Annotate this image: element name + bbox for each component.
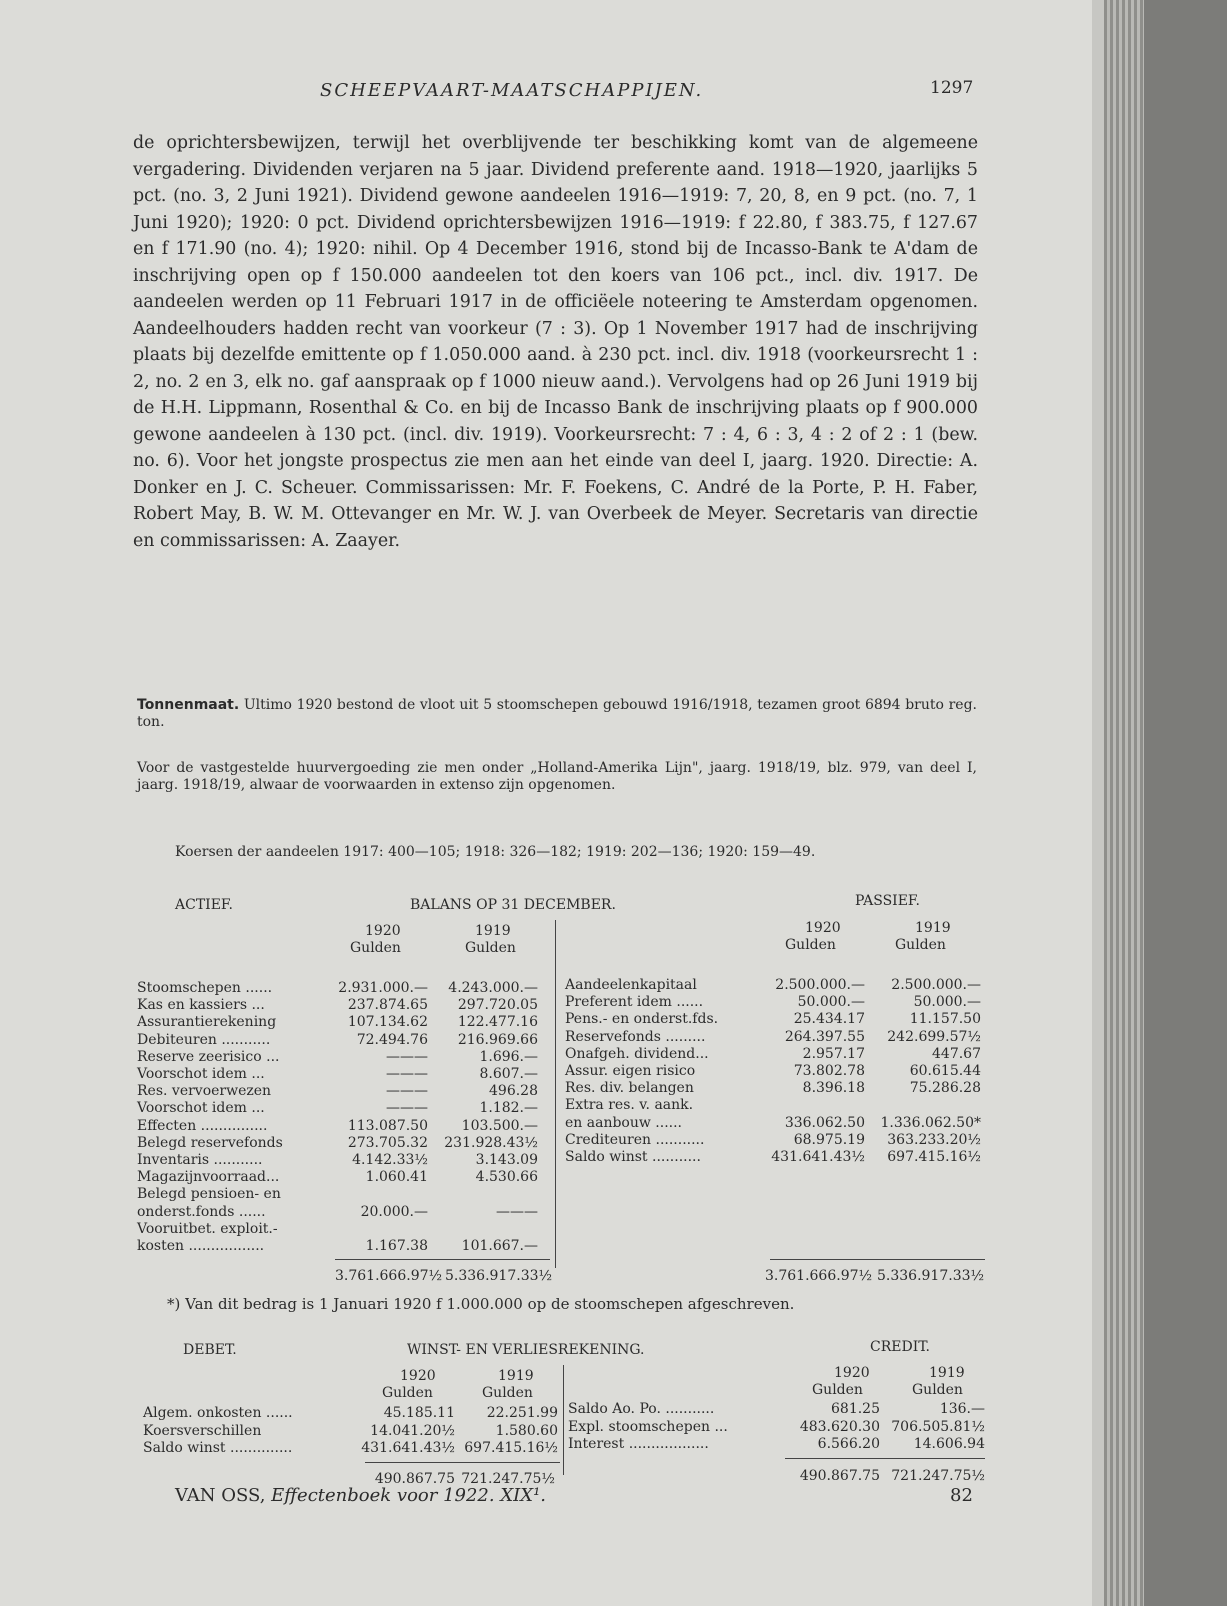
passief-row-label: Saldo winst ........... [565,1149,701,1165]
debet-row-label: Saldo winst .............. [143,1440,293,1456]
credit-row-value-1919: 136.— [939,1401,985,1417]
actief-row-value-1919: 1.696.— [479,1048,538,1065]
balans-actief-year1: 1920 [365,923,401,939]
winst-total-credit-1920: 490.867.75 [799,1468,880,1484]
passief-row-label: Reservefonds ......... [565,1028,706,1045]
balans-total-passief-1919: 5.336.917.33½ [877,1268,985,1284]
koersen-line [175,844,975,861]
huur-note-text: Voor de vastgestelde huurvergoeding zie men onder „Holland-Amerika Lijn", jaarg. 1918/19, blz. 979, van deel I, jaarg. 1918/19, alwaar de voorwaarden in extenso zijn opgenomen. [137,760,977,793]
balans-total-actief-1919: 5.336.917.33½ [445,1268,553,1284]
passief-row-value-1920: 25.434.17 [793,1011,865,1028]
winst-debet-unit1: Gulden [382,1385,433,1401]
winst-debet-unit2: Gulden [482,1385,533,1401]
actief-row-value-1920: ——— [386,1100,428,1117]
passief-row-value-1919: 1.336.062.50* [880,1114,981,1131]
winst-credit-sum-line [785,1458,985,1459]
actief-row-value-1919: 496.28 [489,1083,538,1100]
passief-row-value-1920: 431.641.43½ [771,1149,865,1165]
stacked-pages [1104,0,1144,1606]
tonnenmaat-label: Tonnenmaat. [137,697,240,713]
winst-credit-heading: CREDIT. [870,1339,930,1355]
winst-credit-unit2: Gulden [912,1382,963,1398]
balans-actief-year2: 1919 [475,923,511,939]
credit-row-value-1920: 483.620.30 [799,1418,880,1435]
actief-row-label: Voorschot idem ... [137,1100,265,1117]
actief-row-label: kosten ................. [137,1238,265,1254]
passief-row-value-1920: 336.062.50 [784,1114,865,1131]
actief-row-value-1920: 113.087.50 [347,1117,428,1134]
body-paragraph: de oprichtersbewijzen, terwijl het overblijvende ter beschikking komt van de algemeene vergadering. Dividenden verjaren na 5 jaar. Dividend preferente aand. 1918—1920, jaarlijks 5 pct. (no. 3, 2 Juni 1921). Dividend gewone aandeelen 1916—1919: 7, 20, 8, en 9 pct. (no. 7, 1 Juni 1920); 1920: 0 pct. Dividend oprichtersbewijzen 1916—1919: f 22.80, f 383.75, f 127.67 en f 171.90 (no. 4); 1920: nihil. Op 4 December 1916, stond bij de Incasso-Bank te A'dam de inschrijving open op f 150.000 aandeelen tot den koers van 106 pct., incl. div. 1917. De aandeelen werden op 11 Februari 1917 in de officiëele noteering te Amsterdam opgenomen. Aandeelhouders hadden recht van voorkeur (7 : 3). Op 1 November 1917 had de inschrijving plaats bij dezelfde emittente op f 1.050.000 aand. à 230 pct. incl. div. 1918 (voorkeursrecht 1 : 2, no. 2 en 3, elk no. gaf aanspraak op f 1000 nieuw aand.). Vervolgens had op 26 Juni 1919 bij de H.H. Lippmann, Rosenthal & Co. en bij de Incasso Bank de inschrijving plaats op f 900.000 gewone aandeelen à 130 pct. (incl. div. 1919). Voorkeursrecht: 7 : 4, 6 : 3, 4 : 2 of 2 : 1 (bew. no. 6). Voor het jongste prospectus zie men aan het einde van deel I, jaarg. 1920. Directie: A. Donker en J. C. Scheuer. Commissarissen: Mr. F. Foekens, C. André de la Porte, P. H. Faber, Robert May, B. W. M. Ottevanger en Mr. W. J. van Overbeek de Meyer. Secretaris van directie en commissarissen: A. Zaayer. [133,133,978,551]
passief-row-value-1919: 2.500.000.— [891,977,981,993]
passief-row-value-1920: 68.975.19 [793,1131,865,1148]
winst-total-debet-1920: 490.867.75 [374,1471,455,1487]
actief-row-label: Assurantierekening [137,1014,277,1031]
passief-row-label: Assur. eigen risico [565,1063,696,1079]
passief-row-value-1920: 73.802.78 [793,1063,865,1079]
winst-total-credit-1919: 721.247.75½ [891,1468,985,1484]
passief-row-label: Pens.- en onderst.fds. [565,1011,719,1028]
actief-row-value-1919: 8.607.— [479,1066,538,1082]
balans-total-passief-1920: 3.761.666.97½ [765,1268,873,1284]
debet-row-value-1919: 1.580.60 [495,1422,558,1439]
tonnenmaat-section [137,697,977,731]
passief-row-value-1919: 11.157.50 [909,1011,981,1028]
debet-row-value-1919: 697.415.16½ [464,1440,558,1456]
tonnenmaat-text: Ultimo 1920 bestond de vloot uit 5 stoomschepen gebouwd 1916/1918, tezamen groot 6894 bruto reg. ton. [137,697,977,730]
koersen-text: Koersen der aandeelen 1917: 400—105; 1918: 326—182; 1919: 202—136; 1920: 159—49. [175,844,816,860]
winst-title: WINST- EN VERLIESREKENING. [407,1342,645,1358]
passief-row-value-1919: 447.67 [932,1045,981,1062]
passief-row-label: Extra res. v. aank. [565,1097,694,1114]
body-text [133,130,978,554]
actief-row-value-1919: 231.928.43½ [444,1134,538,1151]
credit-row-label: Interest .................. [568,1436,709,1452]
actief-row-value-1919: 122.477.16 [457,1014,538,1031]
footer-title: Effectenboek voor 1922. [271,1485,495,1506]
footer-citation [175,1485,546,1506]
actief-row-value-1919: 4.243.000.— [448,980,538,996]
passief-row-value-1919: 50.000.— [913,994,981,1011]
passief-row-label: Preferent idem ...... [565,994,704,1011]
actief-row-value-1920: 4.142.33½ [352,1152,428,1168]
actief-row-value-1920: 1.167.38 [365,1238,428,1254]
actief-row-value-1919: 1.182.— [479,1100,538,1117]
balans-divider [555,920,556,1268]
passief-row-value-1920: 2.957.17 [802,1045,865,1062]
balans-passief-year1: 1920 [805,920,841,936]
winst-debet-year1: 1920 [400,1368,436,1384]
actief-row-value-1919: 103.500.— [461,1117,538,1134]
actief-row-value-1920: ——— [386,1048,428,1065]
balans-passief-unit2: Gulden [895,937,946,953]
actief-row-value-1920: 72.494.76 [356,1031,428,1048]
passief-row-label: Onafgeh. dividend... [565,1045,709,1062]
book-cover-edge [1144,0,1227,1606]
debet-row-value-1919: 22.251.99 [486,1405,558,1421]
credit-row-value-1920: 6.566.20 [817,1436,880,1452]
actief-row-value-1920: 237.874.65 [347,997,428,1014]
winst-debet-year2: 1919 [498,1368,534,1384]
passief-row-label: en aanbouw ...... [565,1114,683,1131]
winst-credit-year2: 1919 [929,1365,965,1381]
actief-row-value-1919: 216.969.66 [457,1031,538,1048]
passief-row-value-1919: 60.615.44 [909,1063,981,1079]
winst-credit-unit1: Gulden [812,1382,863,1398]
winst-credit-year1: 1920 [834,1365,870,1381]
actief-row-value-1920: ——— [386,1066,428,1082]
debet-row-label: Koersverschillen [143,1422,262,1439]
actief-row-label: Vooruitbet. exploit.- [137,1220,278,1237]
actief-row-label: Voorschot idem ... [137,1066,265,1082]
balans-actief-heading: ACTIEF. [175,897,233,913]
debet-row-value-1920: 14.041.20½ [370,1422,455,1439]
winst-debet-heading: DEBET. [183,1342,237,1358]
actief-row-value-1920: 2.931.000.— [338,980,428,996]
actief-row-value-1920: 107.134.62 [347,1014,428,1031]
footer-publisher: VAN OSS, [175,1485,272,1506]
actief-row-value-1919: 4.530.66 [475,1169,538,1186]
page-edge [1092,0,1104,1606]
balans-passief-year2: 1919 [915,920,951,936]
actief-row-label: Res. vervoerwezen [137,1083,272,1100]
actief-row-value-1920: ——— [386,1083,428,1100]
balans-total-actief-1920: 3.761.666.97½ [335,1268,443,1284]
page-number: 1297 [930,78,974,98]
passief-row-value-1919: 363.233.20½ [887,1131,981,1148]
actief-row-label: Effecten ............... [137,1117,268,1134]
actief-row-value-1920: 273.705.32 [347,1134,428,1151]
actief-row-value-1920: 20.000.— [360,1203,428,1220]
debet-row-label: Algem. onkosten ...... [143,1405,293,1421]
credit-row-label: Saldo Ao. Po. ........... [568,1401,715,1417]
passief-row-value-1920: 50.000.— [797,994,865,1011]
credit-row-value-1919: 706.505.81½ [891,1418,985,1435]
passief-row-value-1919: 697.415.16½ [887,1149,981,1165]
actief-row-label: Magazijnvoorraad... [137,1169,280,1186]
actief-row-label: onderst.fonds ...... [137,1203,266,1220]
balans-passief-sum-line [770,1259,985,1260]
huur-note [137,760,977,794]
actief-row-value-1919: 101.667.— [461,1238,538,1254]
actief-row-value-1919: 3.143.09 [475,1152,538,1168]
winst-divider [563,1365,564,1475]
credit-row-label: Expl. stoomschepen ... [568,1418,728,1435]
balans-actief-unit2: Gulden [465,940,516,956]
passief-row-label: Crediteuren ........... [565,1131,705,1148]
balans-passief-unit1: Gulden [785,937,836,953]
actief-row-label: Belegd reservefonds [137,1134,283,1151]
credit-row-value-1920: 681.25 [831,1401,880,1417]
footer-signature-number: 82 [950,1485,973,1506]
debet-row-value-1920: 45.185.11 [383,1405,455,1421]
passief-row-value-1920: 2.500.000.— [775,977,865,993]
actief-row-label: Reserve zeerisico ... [137,1048,280,1065]
actief-row-label: Inventaris ........... [137,1152,263,1168]
running-title: SCHEEPVAART-MAATSCHAPPIJEN. [320,80,704,101]
balans-footnote: *) Van dit bedrag is 1 Januari 1920 f 1.000.000 op de stoomschepen afgeschreven. [167,1295,795,1313]
winst-debet-sum-line [365,1462,560,1463]
balans-actief-sum-line [335,1259,550,1260]
actief-row-value-1919: 297.720.05 [457,997,538,1014]
credit-row-value-1919: 14.606.94 [913,1436,985,1452]
balans-passief-heading: PASSIEF. [855,893,920,909]
footer-volume: XIX¹. [494,1485,547,1506]
actief-row-label: Kas en kassiers ... [137,997,265,1014]
actief-row-label: Stoomschepen ...... [137,980,273,996]
winst-total-debet-1919: 721.247.75½ [461,1471,555,1487]
passief-row-value-1920: 8.396.18 [802,1080,865,1097]
debet-row-value-1920: 431.641.43½ [361,1440,455,1456]
balans-actief-unit1: Gulden [350,940,401,956]
passief-row-label: Aandeelenkapitaal [565,977,697,993]
balans-title: BALANS OP 31 DECEMBER. [410,897,616,913]
actief-row-value-1919: ——— [496,1203,538,1220]
actief-row-label: Belegd pensioen- en [137,1186,281,1203]
actief-row-value-1920: 1.060.41 [365,1169,428,1186]
passief-row-value-1919: 242.699.57½ [887,1028,981,1045]
passief-row-label: Res. div. belangen [565,1080,694,1097]
passief-row-value-1919: 75.286.28 [909,1080,981,1097]
actief-row-label: Debiteuren ........... [137,1031,271,1048]
passief-row-value-1920: 264.397.55 [784,1028,865,1045]
